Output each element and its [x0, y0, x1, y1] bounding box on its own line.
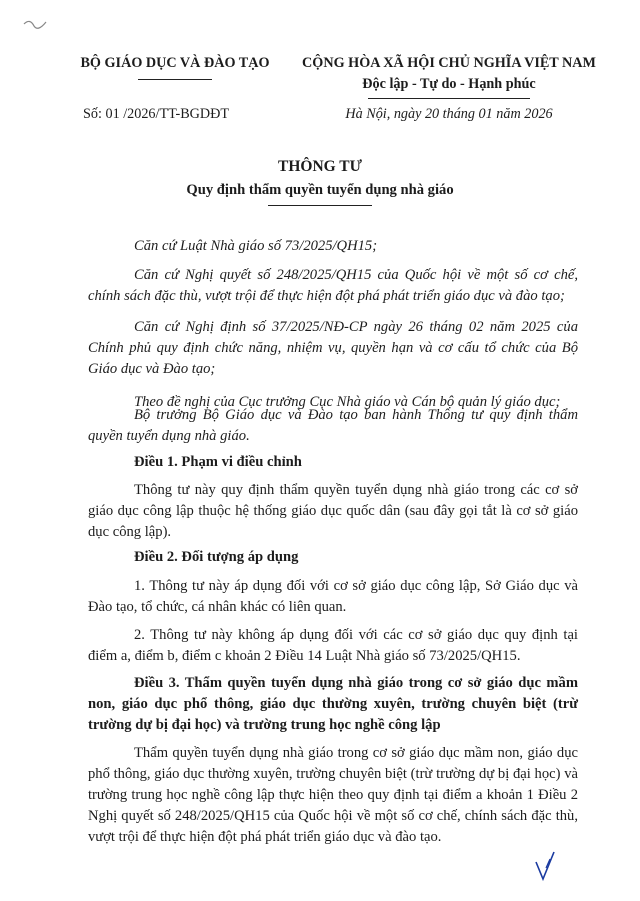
place-date: Hà Nội, ngày 20 tháng 01 năm 2026 — [345, 106, 553, 122]
preamble-basis-1: Căn cứ Luật Nhà giáo số 73/2025/QH15; — [134, 238, 378, 254]
article-2-clause-2: 2. Thông tư này không áp dụng đối với các cơ sở giáo dục quy định tại điểm a, điểm b, điểm c khoản 2 Điều 14 Luật Nhà giáo số 73/2025/QH15. — [88, 627, 578, 664]
article-3-heading: Điều 3. Thẩm quyền tuyển dụng nhà giáo trong cơ sở giáo dục mầm non, giáo dục phổ thông, giáo dục thường xuyên, trường chuyên biệt (trừ trường dự bị đại học) và trường trung học nghề công lập — [88, 675, 578, 733]
scan-mark-top-left — [20, 10, 50, 40]
article-2-heading: Điều 2. Đối tượng áp dụng — [134, 549, 299, 565]
article-2-clause-1: 1. Thông tư này áp dụng đối với cơ sở giáo dục công lập, Sở Giáo dục và Đào tạo, tổ chức, cá nhân khác có liên quan. — [88, 578, 578, 615]
preamble-basis-3: Căn cứ Nghị định số 37/2025/NĐ-CP ngày 26 tháng 02 năm 2025 của Chính phủ quy định chức năng, nhiệm vụ, quyền hạn và cơ cấu tổ chức của Bộ Giáo dục và Đào tạo; — [88, 319, 578, 377]
article-1-paragraph: Thông tư này quy định thẩm quyền tuyển dụng nhà giáo trong các cơ sở giáo dục công lập thuộc hệ thống giáo dục quốc dân (sau đây gọi tắt là cơ sở giáo dục công lập). — [88, 482, 578, 540]
document-subject: Quy định thẩm quyền tuyển dụng nhà giáo — [186, 182, 454, 198]
initial-mark — [530, 848, 560, 884]
article-1-heading: Điều 1. Phạm vi điều chỉnh — [134, 454, 302, 470]
national-motto: Độc lập - Tự do - Hạnh phúc — [362, 76, 536, 92]
ministry-underline — [138, 79, 212, 80]
preamble-issuance: Bộ trưởng Bộ Giáo dục và Đào tạo ban hành Thông tư quy định thẩm quyền tuyển dụng nhà giáo. — [88, 407, 578, 444]
preamble-proposal: Theo đề nghị của Cục trưởng Cục Nhà giáo và Cán bộ quản lý giáo dục; — [134, 394, 561, 410]
republic-name: CỘNG HÒA XÃ HỘI CHỦ NGHĨA VIỆT NAM — [302, 55, 596, 71]
article-3-paragraph: Thẩm quyền tuyển dụng nhà giáo trong cơ sở giáo dục mầm non, giáo dục phổ thông, giáo dục thường xuyên, trường chuyên biệt (trừ trường dự bị đại học) và trường trung học nghề công lập thực hiện theo quy định tại điểm a khoản 1 Điều 2 Nghị quyết số 248/2025/QH15 của Quốc hội về một số cơ chế, chính sách đặc thù, vượt trội để thực hiện đột phá phát triển giáo dục và đào tạo. — [88, 745, 578, 845]
document-type: THÔNG TƯ — [278, 158, 362, 175]
preamble-basis-2: Căn cứ Nghị quyết số 248/2025/QH15 của Quốc hội về một số cơ chế, chính sách đặc thù, vượt trội để thực hiện đột phá phát triển giáo dục và đào tạo; — [88, 267, 578, 304]
title-underline — [268, 205, 372, 206]
ministry-name: BỘ GIÁO DỤC VÀ ĐÀO TẠO — [80, 55, 270, 71]
document-number: Số: 01 /2026/TT-BGDĐT — [83, 106, 230, 122]
motto-underline — [368, 98, 530, 99]
